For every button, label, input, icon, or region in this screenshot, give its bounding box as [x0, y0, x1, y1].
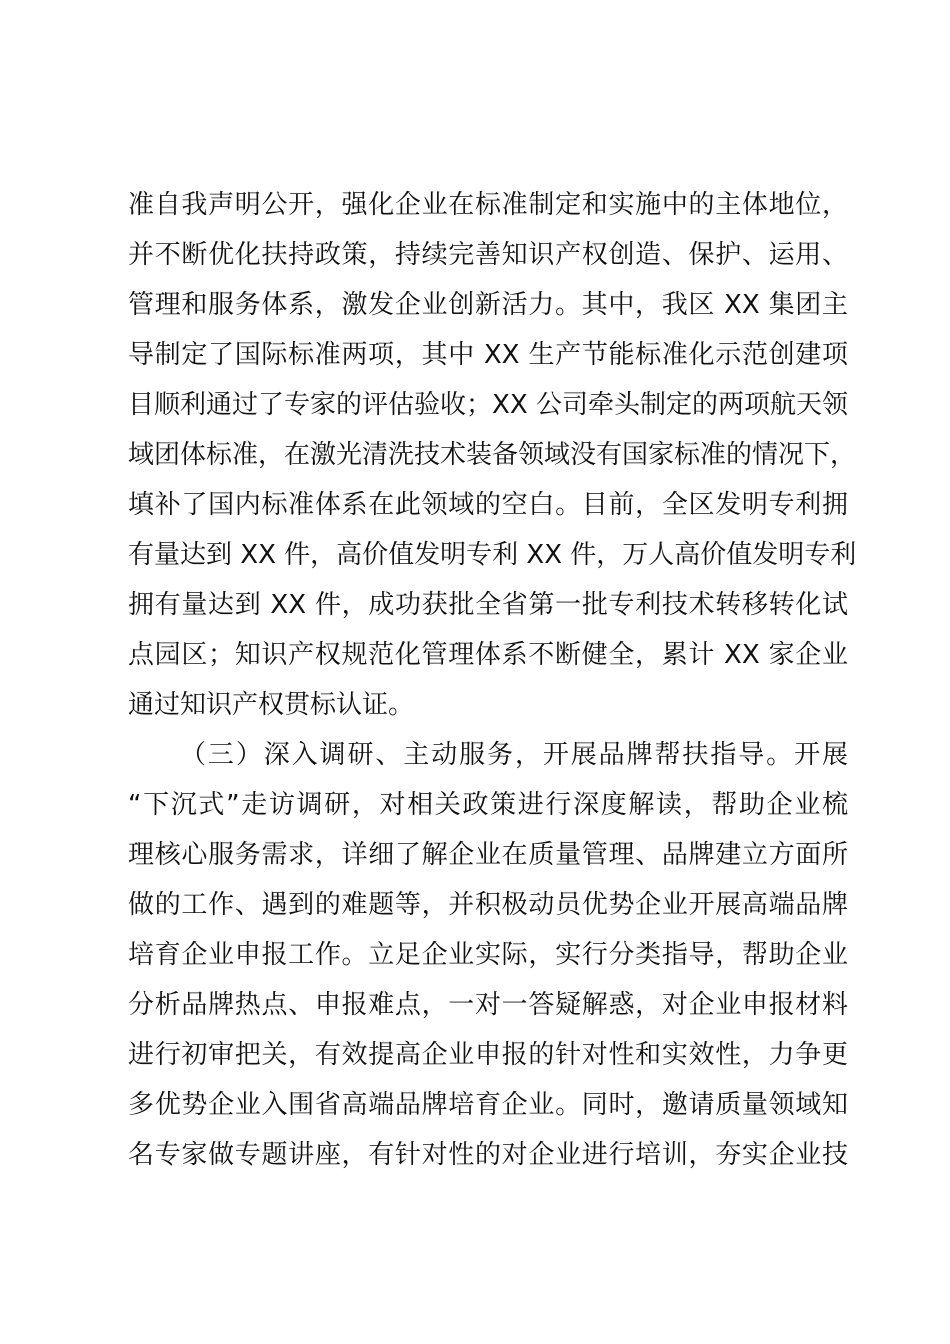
paragraph-line: 并不断优化扶持政策，持续完善知识产权创造、保护、运用、 — [128, 240, 848, 270]
paragraph-line: 导制定了国际标准两项，其中 XX 生产节能标准化示范创建项 — [128, 340, 848, 370]
paragraph-line: 做的工作、遇到的难题等，并积极动员优势企业开展高端品牌 — [128, 890, 848, 920]
paragraph-line: 理核心服务需求，详细了解企业在质量管理、品牌建立方面所 — [128, 840, 848, 870]
paragraph-line: 域团体标准，在激光清洗技术装备领域没有国家标准的情况下， — [128, 440, 857, 470]
section-heading-line: （三）深入调研、主动服务，开展品牌帮扶指导。开展 — [180, 740, 848, 770]
paragraph-line: 管理和服务体系，激发企业创新活力。其中，我区 XX 集团主 — [128, 290, 848, 320]
paragraph-line: 点园区；知识产权规范化管理体系不断健全，累计 XX 家企业 — [128, 640, 848, 670]
body-text — [128, 180, 857, 1180]
paragraph-line: 分析品牌热点、申报难点，一对一答疑解惑，对企业申报材料 — [128, 990, 848, 1020]
paragraph-line: “下沉式”走访调研，对相关政策进行深度解读，帮助企业梳 — [128, 790, 848, 820]
paragraph-line: 进行初审把关，有效提高企业申报的针对性和实效性，力争更 — [128, 1040, 848, 1070]
paragraph-line: 准自我声明公开，强化企业在标准制定和实施中的主体地位， — [128, 190, 848, 220]
paragraph-line: 有量达到 XX 件，高价值发明专利 XX 件，万人高价值发明专利 — [128, 540, 857, 570]
paragraph-line: 通过知识产权贯标认证。 — [128, 690, 415, 720]
paragraph-line: 填补了国内标准体系在此领域的空白。目前，全区发明专利拥 — [128, 490, 848, 520]
paragraph-line: 多优势企业入围省高端品牌培育企业。同时，邀请质量领域知 — [128, 1090, 848, 1120]
paragraph-line: 名专家做专题讲座，有针对性的对企业进行培训，夯实企业技 — [128, 1140, 848, 1170]
paragraph-line: 培育企业申报工作。立足企业实际，实行分类指导，帮助企业 — [128, 940, 848, 970]
paragraph-line: 拥有量达到 XX 件，成功获批全省第一批专利技术转移转化试 — [128, 590, 848, 620]
paragraph-line: 目顺利通过了专家的评估验收；XX 公司牵头制定的两项航天领 — [128, 390, 848, 420]
